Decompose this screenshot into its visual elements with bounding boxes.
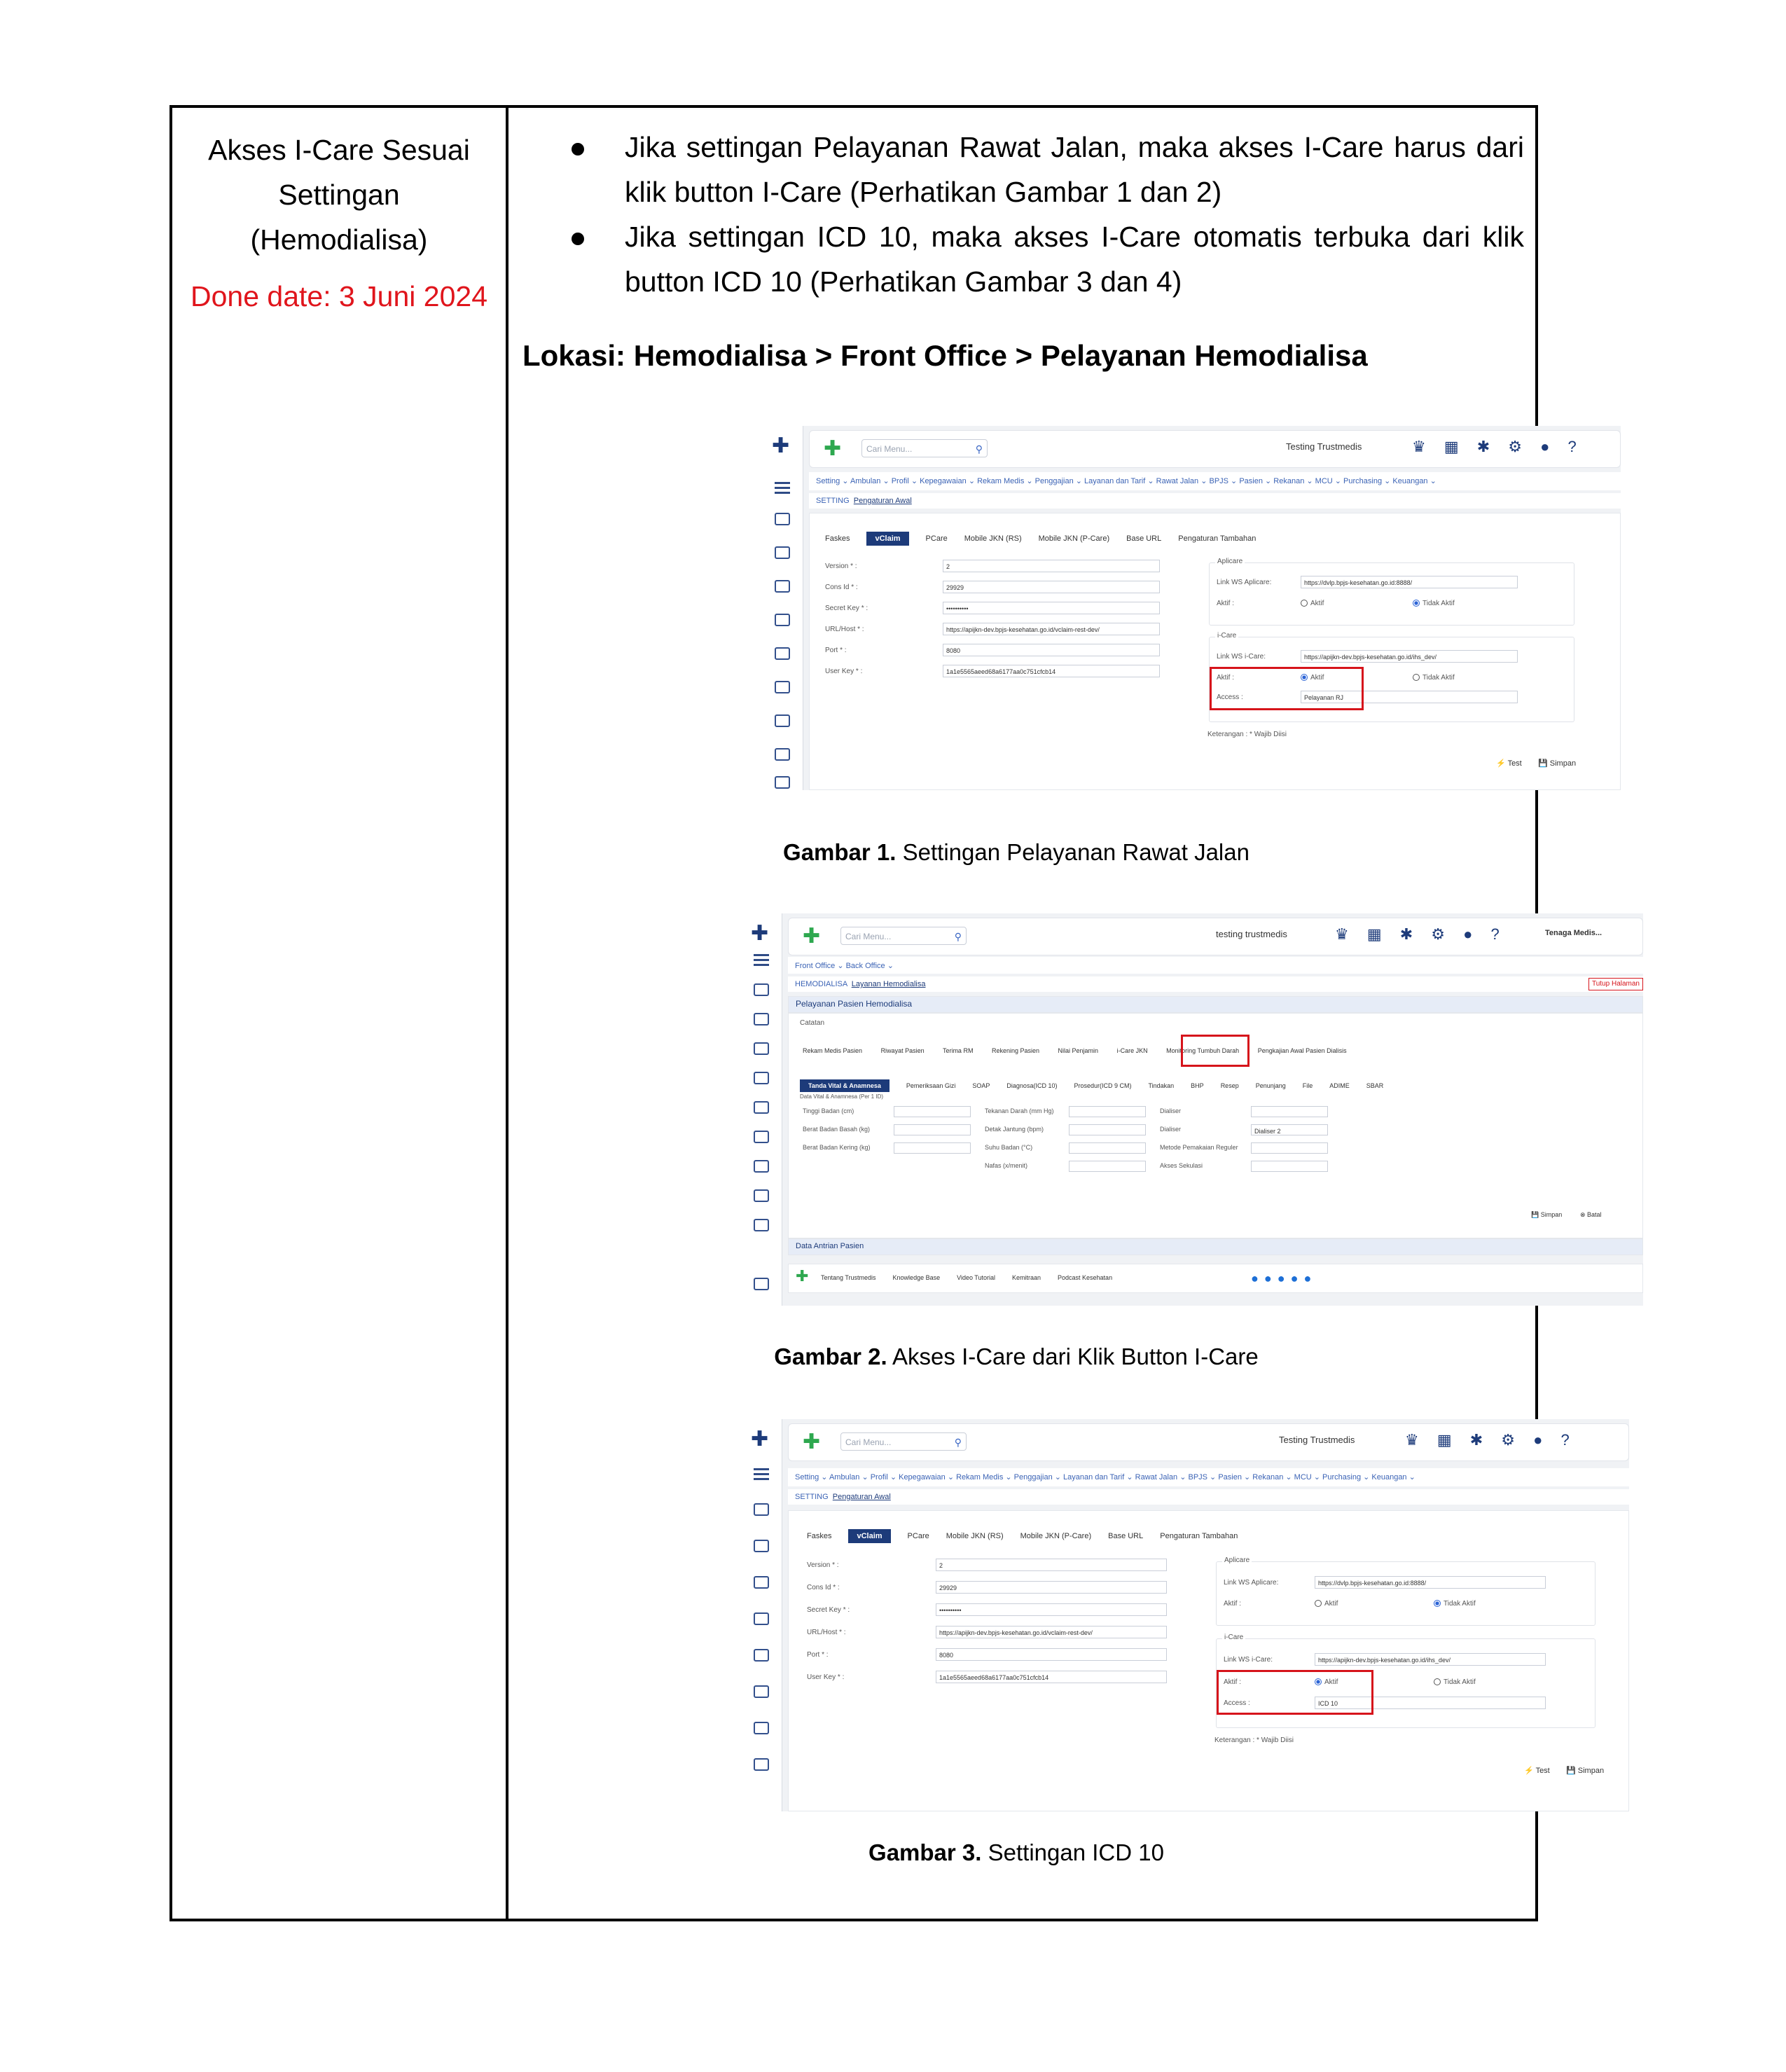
breadcrumb-prefix: SETTING xyxy=(816,497,850,505)
search-input[interactable] xyxy=(861,439,988,457)
tab[interactable]: BHP xyxy=(1191,1082,1204,1089)
access-label: Access : xyxy=(1217,693,1243,701)
aplicare-title: Aplicare xyxy=(1222,1556,1252,1564)
access-value: Pelayanan RJ xyxy=(1304,694,1344,701)
keterangan-note: Keterangan : * Wajib Diisi xyxy=(1207,731,1287,738)
vital-label: Berat Badan Kering (kg) xyxy=(803,1144,871,1151)
nav-icon[interactable] xyxy=(754,1101,769,1114)
user-label[interactable]: testing trustmedis xyxy=(1216,929,1287,939)
cancel-button[interactable]: ⊗ Batal xyxy=(1580,1211,1602,1218)
keterangan-note: Keterangan : * Wajib Diisi xyxy=(1214,1736,1294,1744)
vital-input[interactable] xyxy=(894,1124,971,1135)
test-button[interactable]: ⚡ Test xyxy=(1524,1767,1550,1775)
brand-icon: ✚ xyxy=(803,1430,821,1453)
tab-mobile-jkn-pcare[interactable]: Mobile JKN (P-Care) xyxy=(1020,1532,1092,1540)
nav-icon[interactable] xyxy=(754,1013,769,1025)
footer xyxy=(788,1264,1643,1293)
bullet-text: Jika settingan ICD 10, maka akses I-Care otomatis terbuka dari klik button ICD 10 (Perhatikan Gambar 3 dan 4) xyxy=(625,221,1524,298)
feature-title-line: Settingan xyxy=(278,179,400,211)
tab-pcare[interactable]: PCare xyxy=(907,1532,929,1540)
link-ws-icare-label: Link WS i-Care: xyxy=(1217,653,1266,661)
tab-pengaturan-tambahan[interactable]: Pengaturan Tambahan xyxy=(1178,534,1257,543)
nav-icon[interactable] xyxy=(775,546,790,559)
link-ws-icare-label: Link WS i-Care: xyxy=(1224,1656,1273,1664)
radio-label: Aktif xyxy=(1310,674,1324,682)
nav-icon[interactable] xyxy=(754,1685,769,1698)
nav-icon[interactable] xyxy=(775,748,790,761)
screenshot-settings-icd10 xyxy=(747,1419,1629,1811)
terima-rm-button[interactable]: Terima RM xyxy=(942,1047,974,1054)
aplicare-tidak-aktif-radio[interactable] xyxy=(1434,1600,1476,1608)
akses-select[interactable] xyxy=(1251,1161,1328,1172)
vital-label: Tinggi Badan (cm) xyxy=(803,1107,854,1114)
radio-label: Aktif xyxy=(1310,600,1324,607)
nav-icon[interactable] xyxy=(754,983,769,996)
monitoring-button[interactable]: Monitoring Tumbuh Darah xyxy=(1166,1047,1240,1054)
settings-tabs xyxy=(807,1532,1254,1540)
app-logo-icon: ✚ xyxy=(772,434,790,457)
dialiser-value: Dialiser 2 xyxy=(1254,1128,1281,1135)
search-placeholder: Cari Menu... xyxy=(866,444,913,454)
nav-icon[interactable] xyxy=(754,1649,769,1662)
cons-id-field[interactable]: 29929 xyxy=(936,1581,1167,1594)
figure-caption xyxy=(508,839,1524,866)
nav-icon[interactable] xyxy=(754,1612,769,1625)
vital-label: Berat Badan Basah (kg) xyxy=(803,1126,871,1133)
tab[interactable]: Resep xyxy=(1220,1082,1239,1089)
radio-icon[interactable] xyxy=(1315,1600,1322,1607)
field-label: URL/Host * : xyxy=(825,626,864,633)
field-label: Port * : xyxy=(807,1651,829,1659)
radio-icon[interactable] xyxy=(1413,674,1420,681)
bullet-dot-icon xyxy=(572,143,584,156)
test-button[interactable]: ⚡ Test xyxy=(1496,759,1522,768)
port-field[interactable]: 8080 xyxy=(943,644,1160,656)
tab-faskes[interactable]: Faskes xyxy=(807,1532,832,1540)
icare-title: i-Care xyxy=(1222,1634,1245,1641)
tab-vclaim[interactable]: vClaim xyxy=(848,1529,890,1543)
content-table xyxy=(169,105,1640,1921)
hd-subtitle: Data Vital & Anamnesa (Per 1 ID) xyxy=(800,1093,884,1100)
link-ws-aplicare-field[interactable]: https://dvlp.bpjs-kesehatan.go.id:8888/ xyxy=(1315,1576,1546,1589)
footer-logo-icon: ✚ xyxy=(796,1267,809,1285)
link-ws-icare-field[interactable]: https://apijkn-dev.bpjs-kesehatan.go.id/ihs_dev/ xyxy=(1315,1653,1546,1666)
toolbar-icons[interactable]: ♛ ▦ ✱ ⚙ ● ? xyxy=(1412,438,1584,455)
aplicare-group xyxy=(1209,558,1574,626)
rekam-medis-button[interactable]: Rekam Medis Pasien xyxy=(803,1047,863,1054)
search-input[interactable] xyxy=(840,927,967,945)
save-button[interactable]: 💾 Simpan xyxy=(1538,759,1577,768)
nav-icon[interactable] xyxy=(754,1072,769,1084)
brand-icon: ✚ xyxy=(803,925,821,948)
user-label[interactable]: Testing Trustmedis xyxy=(1286,441,1362,452)
user-label[interactable]: Testing Trustmedis xyxy=(1279,1435,1355,1445)
radio-selected-icon[interactable] xyxy=(1413,600,1420,607)
user-key-field[interactable]: 1a1e5565aeed68a6177aa0c751cfcb14 xyxy=(943,665,1160,677)
footer-link[interactable]: Knowledge Base xyxy=(892,1274,941,1281)
icare-group xyxy=(1209,632,1574,722)
save-button[interactable]: 💾 Simpan xyxy=(1566,1767,1605,1775)
feature-title-line: (Hemodialisa) xyxy=(250,223,428,256)
vital-input[interactable] xyxy=(894,1106,971,1117)
breadcrumb xyxy=(788,976,1643,992)
app-main xyxy=(803,426,1621,790)
feature-title xyxy=(172,127,506,262)
feature-title-line: Akses I-Care Sesuai xyxy=(208,134,470,166)
footer-link[interactable]: Podcast Kesehatan xyxy=(1058,1274,1113,1281)
main-menu[interactable]: Setting ⌄ Ambulan ⌄ Profil ⌄ Kepegawaian ⌄ Rekam Medis ⌄ Penggajian ⌄ Layanan dan Tarif ⌄ Rawat Jalan ⌄ BPJS ⌄ Pasien ⌄ Rekanan ⌄ MCU ⌄ Purchasing ⌄ Keuangan ⌄ xyxy=(809,472,1621,490)
test-label: Test xyxy=(1535,1767,1550,1775)
radio-label: Aktif xyxy=(1324,1600,1338,1608)
cancel-label: Batal xyxy=(1587,1211,1602,1218)
tab-tanda-vital[interactable]: Tanda Vital & Anamnesa xyxy=(800,1079,889,1092)
antrian-title[interactable]: Data Antrian Pasien xyxy=(796,1242,864,1250)
dialysis-label: Akses Sekulasi xyxy=(1160,1162,1203,1169)
caption-bold: Gambar 1. xyxy=(783,839,897,865)
search-icon[interactable]: ⚲ xyxy=(954,1437,962,1448)
aplicare-aktif-label: Aktif : xyxy=(1224,1600,1242,1608)
search-icon[interactable]: ⚲ xyxy=(975,443,983,455)
nav-icon[interactable] xyxy=(754,1042,769,1055)
vital-input[interactable] xyxy=(1069,1142,1146,1154)
settings-tabs xyxy=(825,534,1273,543)
dialysis-label: Dialiser xyxy=(1160,1107,1182,1114)
hd-content xyxy=(788,1013,1643,1238)
field-label: User Key * : xyxy=(807,1673,845,1681)
url-host-field[interactable]: https://apijkn-dev.bpjs-kesehatan.go.id/vclaim-rest-dev/ xyxy=(943,623,1160,635)
nav-icon[interactable] xyxy=(775,647,790,660)
access-value: ICD 10 xyxy=(1318,1700,1338,1707)
tab-vclaim[interactable]: vClaim xyxy=(866,532,908,546)
icare-group xyxy=(1216,1634,1595,1728)
search-input[interactable] xyxy=(840,1432,967,1451)
search-placeholder: Cari Menu... xyxy=(845,1437,892,1447)
nav-icon[interactable] xyxy=(754,1160,769,1173)
tab[interactable]: Pemeriksaan Gizi xyxy=(906,1082,956,1089)
field-label: Cons Id * : xyxy=(825,583,858,591)
tab-base-url[interactable]: Base URL xyxy=(1126,534,1162,543)
link-ws-aplicare-label: Link WS Aplicare: xyxy=(1224,1579,1279,1587)
vital-input[interactable] xyxy=(1069,1124,1146,1135)
vital-label: Detak Jantung (bpm) xyxy=(985,1126,1044,1133)
nav-icon[interactable] xyxy=(754,1540,769,1552)
save-label: Simpan xyxy=(1540,1211,1563,1218)
radio-label: Tidak Aktif xyxy=(1444,1678,1476,1686)
nav-icon[interactable] xyxy=(754,1278,769,1290)
tab-pengaturan-tambahan[interactable]: Pengaturan Tambahan xyxy=(1160,1532,1238,1540)
caption-bold: Gambar 3. xyxy=(868,1839,982,1865)
tab[interactable]: Penunjang xyxy=(1255,1082,1286,1089)
metode-select[interactable] xyxy=(1251,1142,1328,1154)
antrian-bar xyxy=(788,1238,1643,1255)
vital-input[interactable] xyxy=(1069,1106,1146,1117)
aplicare-tidak-aktif-radio[interactable] xyxy=(1413,600,1455,607)
hd-title-bar xyxy=(788,996,1643,1013)
save-button[interactable]: 💾 Simpan xyxy=(1531,1211,1563,1218)
field-label: Cons Id * : xyxy=(807,1584,840,1591)
field-label: Version * : xyxy=(807,1561,839,1569)
field-label: Version * : xyxy=(825,562,857,570)
breadcrumb xyxy=(809,493,1621,509)
test-label: Test xyxy=(1507,759,1522,768)
breadcrumb-prefix: SETTING xyxy=(795,1493,829,1501)
social-icons[interactable]: ●●●●● xyxy=(1251,1271,1317,1285)
hd-menu[interactable]: Front Office ⌄ Back Office ⌄ xyxy=(788,957,1643,974)
tab-mobile-jkn-rs[interactable]: Mobile JKN (RS) xyxy=(946,1532,1004,1540)
tab-base-url[interactable]: Base URL xyxy=(1108,1532,1144,1540)
caption-text: Settingan ICD 10 xyxy=(981,1839,1164,1865)
radio-icon[interactable] xyxy=(1301,600,1308,607)
tab[interactable]: File xyxy=(1302,1082,1313,1089)
footer-link[interactable]: Tentang Trustmedis xyxy=(821,1274,876,1281)
version-field[interactable]: 2 xyxy=(943,560,1160,572)
field-label: Secret Key * : xyxy=(825,605,868,612)
nav-icon[interactable] xyxy=(754,1219,769,1231)
caption-text: Settingan Pelayanan Rawat Jalan xyxy=(896,839,1249,865)
search-icon[interactable]: ⚲ xyxy=(954,931,962,942)
save-label: Simpan xyxy=(1577,1767,1605,1775)
tab[interactable]: SOAP xyxy=(972,1082,990,1089)
bullet-text: Jika settingan Pelayanan Rawat Jalan, maka akses I-Care harus dari klik button I-Care (Perhatikan Gambar 1 dan 2) xyxy=(625,131,1524,208)
app-main xyxy=(782,913,1643,1306)
secret-key-field[interactable]: •••••••••• xyxy=(943,602,1160,614)
icare-title: i-Care xyxy=(1215,632,1238,640)
icare-tidak-aktif-radio[interactable] xyxy=(1434,1678,1476,1686)
footer-link[interactable]: Kemitraan xyxy=(1011,1274,1041,1281)
brand-icon: ✚ xyxy=(824,437,842,460)
nav-icon[interactable] xyxy=(754,1758,769,1771)
link-ws-aplicare-field[interactable]: https://dvlp.bpjs-kesehatan.go.id:8888/ xyxy=(1301,576,1518,588)
left-column xyxy=(172,108,506,313)
main-menu[interactable]: Setting ⌄ Ambulan ⌄ Profil ⌄ Kepegawaian ⌄ Rekam Medis ⌄ Penggajian ⌄ Layanan dan Tarif ⌄ Rawat Jalan ⌄ BPJS ⌄ Pasien ⌄ Rekanan ⌄ MCU ⌄ Purchasing ⌄ Keuangan ⌄ xyxy=(788,1468,1629,1486)
field-label: URL/Host * : xyxy=(807,1629,846,1636)
tab-mobile-jkn-pcare[interactable]: Mobile JKN (P-Care) xyxy=(1038,534,1110,543)
highlight-box xyxy=(1210,667,1364,710)
aplicare-group xyxy=(1216,1556,1595,1626)
dialysis-label: Metode Pemakaian Reguler xyxy=(1160,1144,1238,1151)
breadcrumb-prefix: HEMODIALISA xyxy=(795,980,847,988)
done-date: Done date: 3 Juni 2024 xyxy=(191,280,487,312)
tab[interactable]: ADIME xyxy=(1329,1082,1350,1089)
dialiser-select[interactable] xyxy=(1251,1106,1328,1117)
breadcrumb-link[interactable]: Layanan Hemodialisa xyxy=(851,980,926,988)
nav-icon[interactable] xyxy=(775,580,790,593)
rekening-button[interactable]: Rekening Pasien xyxy=(991,1047,1040,1054)
nav-icon[interactable] xyxy=(754,1576,769,1589)
tab-mobile-jkn-rs[interactable]: Mobile JKN (RS) xyxy=(964,534,1022,543)
search-placeholder: Cari Menu... xyxy=(845,932,892,941)
link-ws-icare-field[interactable]: https://apijkn-dev.bpjs-kesehatan.go.id/ihs_dev/ xyxy=(1301,650,1518,663)
tab[interactable]: SBAR xyxy=(1366,1082,1384,1089)
field-label: User Key * : xyxy=(825,668,863,675)
column-divider xyxy=(506,108,508,1919)
toolbar-icons[interactable]: ♛ ▦ ✱ ⚙ ● ? xyxy=(1405,1431,1577,1449)
hd-action-buttons xyxy=(803,1047,1364,1054)
field-label: Secret Key * : xyxy=(807,1606,850,1614)
breadcrumb xyxy=(788,1489,1629,1505)
link-ws-aplicare-label: Link WS Aplicare: xyxy=(1217,579,1272,586)
bullet-item xyxy=(508,214,1524,304)
side-rail xyxy=(747,1419,779,1811)
port-field[interactable]: 8080 xyxy=(936,1648,1167,1661)
app-logo-icon: ✚ xyxy=(751,1428,769,1451)
settings-panel xyxy=(788,1510,1629,1811)
vital-input[interactable] xyxy=(1069,1161,1146,1172)
field-label: Port * : xyxy=(825,647,847,654)
catatan-label: Catatan xyxy=(800,1019,825,1027)
icare-tidak-aktif-radio[interactable] xyxy=(1413,674,1455,682)
tab[interactable]: Tindakan xyxy=(1148,1082,1175,1089)
radio-label: Tidak Aktif xyxy=(1422,600,1455,607)
aplicare-title: Aplicare xyxy=(1215,558,1245,565)
riwayat-button[interactable]: Riwayat Pasien xyxy=(880,1047,925,1054)
bullet-dot-icon xyxy=(572,233,584,245)
toolbar-icons[interactable]: ♛ ▦ ✱ ⚙ ● ? xyxy=(1335,925,1507,943)
nav-icon[interactable] xyxy=(754,1722,769,1734)
radio-label: Aktif xyxy=(1324,1678,1338,1686)
hamburger-icon[interactable] xyxy=(754,1468,769,1470)
icare-jkn-button[interactable]: i-Care JKN xyxy=(1116,1047,1148,1054)
access-label: Access : xyxy=(1224,1699,1250,1707)
cons-id-field[interactable]: 29929 xyxy=(943,581,1160,593)
secret-key-field[interactable]: •••••••••• xyxy=(936,1603,1167,1616)
radio-icon[interactable] xyxy=(1434,1678,1441,1685)
aplicare-aktif-radio[interactable] xyxy=(1301,600,1324,607)
vital-label: Tekanan Darah (mm Hg) xyxy=(985,1107,1054,1114)
dialysis-label: Dialiser xyxy=(1160,1126,1182,1133)
top-bar xyxy=(809,430,1621,468)
vital-input[interactable] xyxy=(894,1142,971,1154)
side-rail xyxy=(768,426,800,790)
tab[interactable]: Diagnosa(ICD 10) xyxy=(1006,1082,1058,1089)
role-label[interactable]: Tenaga Medis... xyxy=(1545,929,1602,937)
highlight-box xyxy=(1217,1670,1373,1715)
breadcrumb-link[interactable]: Pengaturan Awal xyxy=(853,497,912,505)
footer-links xyxy=(821,1274,1129,1281)
caption-bold: Gambar 2. xyxy=(774,1344,887,1369)
nav-icon[interactable] xyxy=(775,776,790,789)
radio-selected-icon[interactable] xyxy=(1434,1600,1441,1607)
nav-icon[interactable] xyxy=(754,1503,769,1516)
nav-icon[interactable] xyxy=(754,1131,769,1143)
hd-tabs xyxy=(800,1082,1400,1089)
side-rail xyxy=(747,913,779,1306)
tab[interactable]: Prosedur(ICD 9 CM) xyxy=(1074,1082,1132,1089)
nav-icon[interactable] xyxy=(775,614,790,626)
bullet-list xyxy=(508,125,1524,304)
icare-aktif-label: Aktif : xyxy=(1217,674,1235,682)
nav-icon[interactable] xyxy=(775,714,790,727)
app-logo-icon: ✚ xyxy=(751,922,769,945)
location-path: Lokasi: Hemodialisa > Front Office > Pelayanan Hemodialisa xyxy=(522,339,1368,372)
hamburger-icon[interactable] xyxy=(754,954,769,956)
aplicare-aktif-label: Aktif : xyxy=(1217,600,1235,607)
nav-icon[interactable] xyxy=(754,1189,769,1202)
dialiser-select[interactable] xyxy=(1251,1124,1328,1135)
top-bar xyxy=(788,1423,1629,1461)
caption-text: Akses I-Care dari Klik Button I-Care xyxy=(887,1344,1259,1369)
radio-label: Tidak Aktif xyxy=(1444,1600,1476,1608)
radio-label: Tidak Aktif xyxy=(1422,674,1455,682)
close-page-button[interactable]: Tutup Halaman xyxy=(1588,978,1643,990)
top-bar xyxy=(788,918,1643,955)
user-key-field[interactable]: 1a1e5565aeed68a6177aa0c751cfcb14 xyxy=(936,1671,1167,1683)
tab-pcare[interactable]: PCare xyxy=(925,534,948,543)
nav-icon[interactable] xyxy=(775,681,790,693)
footer-link[interactable]: Video Tutorial xyxy=(957,1274,995,1281)
vital-label: Nafas (x/menit) xyxy=(985,1162,1028,1169)
aplicare-aktif-radio[interactable] xyxy=(1315,1600,1338,1608)
hamburger-icon[interactable] xyxy=(775,482,790,484)
figure-caption xyxy=(508,1344,1524,1370)
bullet-item xyxy=(508,125,1524,214)
version-field[interactable]: 2 xyxy=(936,1559,1167,1571)
vital-label: Suhu Badan (°C) xyxy=(985,1144,1033,1151)
settings-panel xyxy=(809,513,1621,790)
nav-icon[interactable] xyxy=(775,513,790,525)
highlight-box xyxy=(1181,1035,1249,1067)
nilai-penjamin-button[interactable]: Nilai Penjamin xyxy=(1058,1047,1099,1054)
breadcrumb-link[interactable]: Pengaturan Awal xyxy=(832,1493,891,1501)
hd-title: Pelayanan Pasien Hemodialisa xyxy=(796,999,913,1009)
app-main xyxy=(782,1419,1629,1811)
screenshot-pelayanan-hemodialisa xyxy=(747,913,1643,1306)
save-label: Simpan xyxy=(1549,759,1577,768)
tab-faskes[interactable]: Faskes xyxy=(825,534,850,543)
figure-caption xyxy=(508,1839,1524,1866)
icare-aktif-label: Aktif : xyxy=(1224,1678,1242,1686)
screenshot-settings-rawat-jalan xyxy=(768,426,1621,790)
url-host-field[interactable]: https://apijkn-dev.bpjs-kesehatan.go.id/vclaim-rest-dev/ xyxy=(936,1626,1167,1638)
pengkajian-button[interactable]: Pengkajian Awal Pasien Dialisis xyxy=(1257,1047,1347,1054)
